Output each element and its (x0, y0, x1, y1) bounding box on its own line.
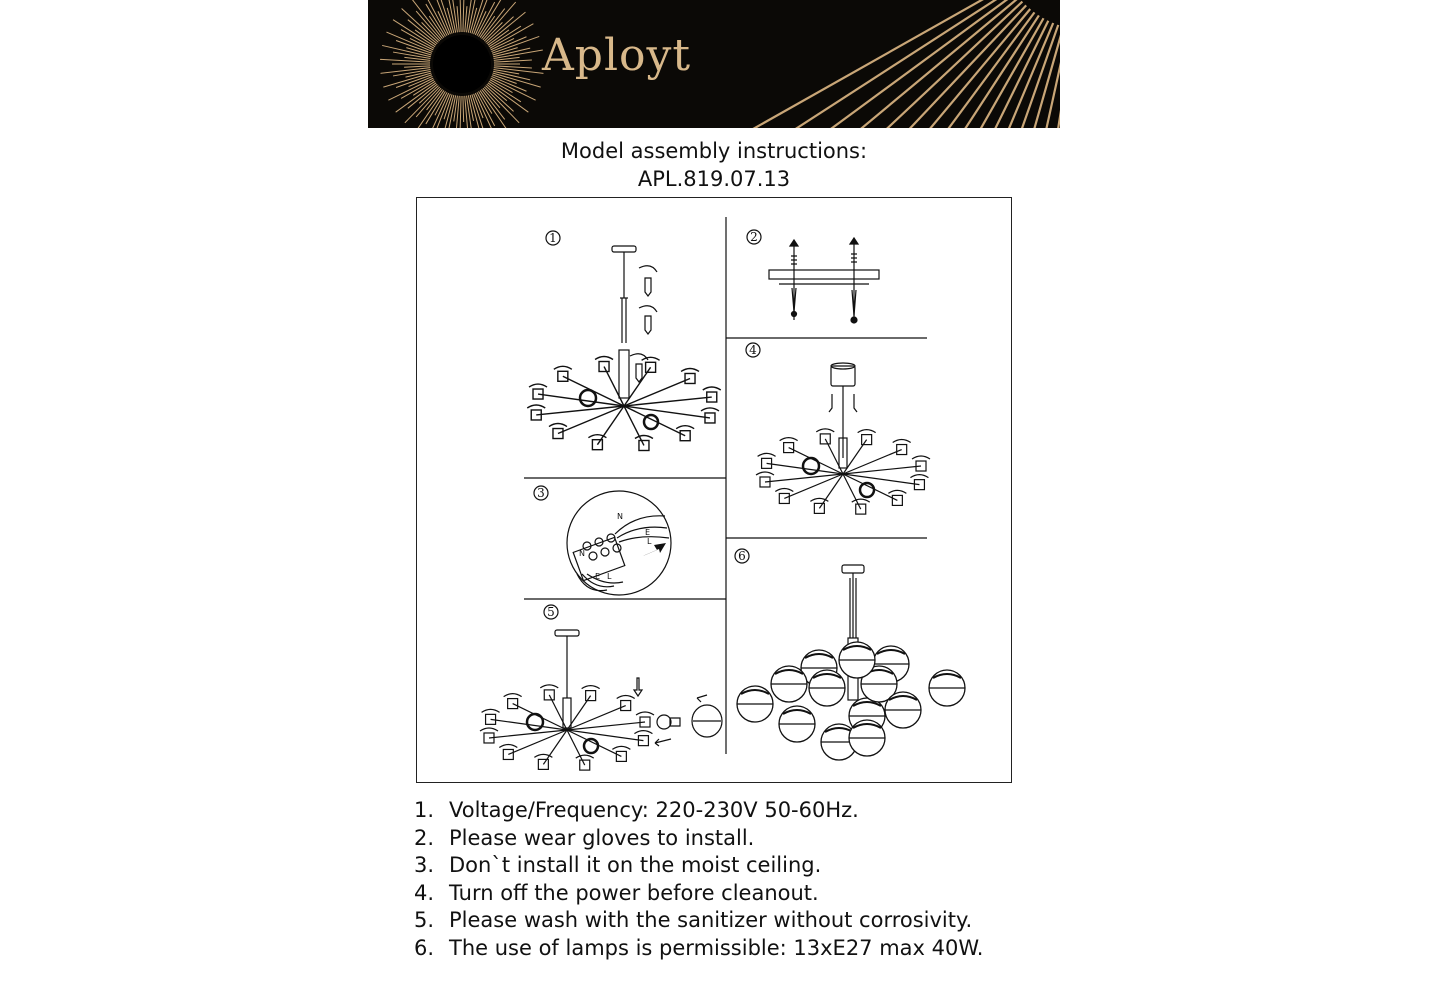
page-title (368, 137, 1060, 193)
note-item: 2. Please wear gloves to install. (414, 825, 755, 850)
step-1-chandelier-body (527, 246, 721, 450)
step-2-marker (747, 230, 761, 244)
svg-text:E: E (595, 572, 601, 581)
step-4-canopy (756, 363, 930, 514)
step-5-bulbs (480, 630, 722, 770)
svg-text:3: 3 (537, 486, 545, 500)
step-5-marker (544, 605, 558, 619)
svg-text:2: 2 (750, 230, 758, 244)
sunburst-decoration (368, 0, 1060, 128)
sun-core (433, 35, 491, 93)
svg-text:1: 1 (549, 231, 557, 245)
title-line-1: Model assembly instructions: (560, 139, 868, 163)
note-item: 4. Turn off the power before cleanout. (414, 880, 819, 905)
assembly-diagram-frame (416, 197, 1012, 783)
brand-banner (368, 0, 1060, 128)
step-4-marker (746, 343, 760, 357)
svg-text:L: L (607, 572, 612, 581)
svg-text:6: 6 (738, 549, 746, 563)
safety-notes-list (414, 797, 983, 963)
note-item: 1. Voltage/Frequency: 220-230V 50-60Hz. (414, 798, 859, 822)
step-6-marker (735, 549, 749, 563)
step-3-wiring (567, 491, 671, 595)
svg-text:N: N (579, 549, 585, 558)
svg-text:L: L (647, 537, 652, 546)
step-2-mounting-plate (769, 238, 879, 323)
step-1-marker (546, 231, 560, 245)
model-number: APL.819.07.13 (637, 167, 791, 191)
svg-text:E: E (645, 528, 651, 537)
step-6-completed (737, 565, 965, 760)
assembly-diagram (417, 198, 1013, 784)
svg-text:4: 4 (749, 343, 757, 357)
note-item: 6. The use of lamps is permissible: 13xE27 max 40W. (414, 935, 984, 960)
note-item: 3. Don`t install it on the moist ceiling. (414, 853, 822, 878)
brand-logo: Aployt (542, 30, 692, 81)
note-item: 5. Please wash with the sanitizer without corrosivity. (414, 908, 973, 933)
svg-text:N: N (617, 512, 623, 521)
svg-text:5: 5 (547, 605, 555, 619)
step-3-marker (534, 486, 548, 500)
